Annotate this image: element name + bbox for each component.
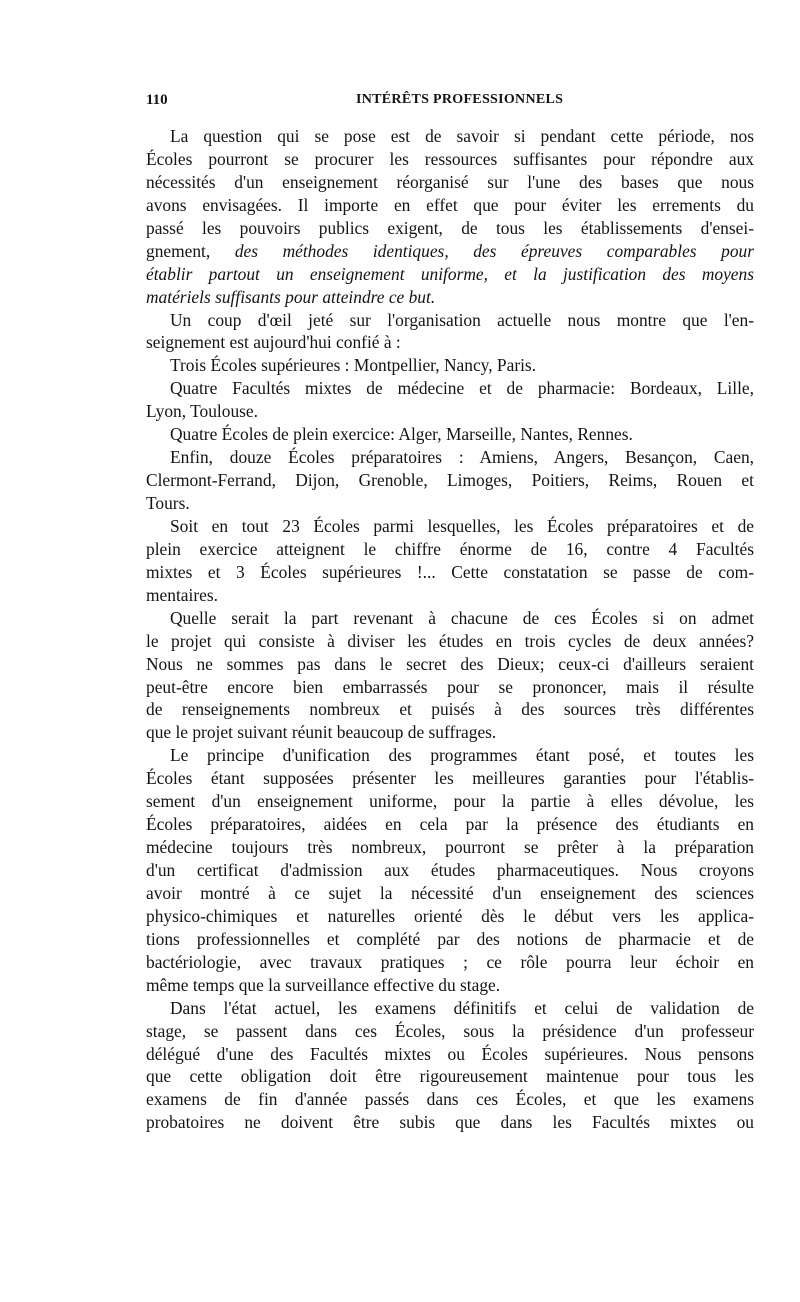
text-line: que cette obligation doit être rigoureusement maintenue pour tous les xyxy=(146,1066,754,1087)
running-title: INTÉRÊTS PROFESSIONNELS xyxy=(356,92,564,107)
text-line: matériels suffisants pour atteindre ce but. xyxy=(146,286,436,307)
text-line: d'un certificat d'admission aux études pharmaceutiques. Nous croyons xyxy=(146,860,754,880)
text-line: mixtes et 3 Écoles supérieures !... Cette constatation se passe de com- xyxy=(146,561,754,582)
text-line: gnement, des méthodes identiques, des épreuves comparables pour xyxy=(146,240,754,261)
text-line: avoir montré à ce sujet la nécessité d'un enseignement des sciences xyxy=(146,882,754,903)
text-line: La question qui se pose est de savoir si pendant cette période, nos xyxy=(170,126,754,146)
text-line: tions professionnelles et complété par des notions de pharmacie et de xyxy=(146,928,754,949)
text-line: médecine toujours très nombreux, pourront se prêter à la préparation xyxy=(146,837,754,858)
text-line: Tours. xyxy=(146,493,190,513)
text-line: probatoires ne doivent être subis que dans les Facultés mixtes ou xyxy=(146,1112,754,1133)
text-line: Écoles étant supposées présenter les meilleures garanties pour l'établis- xyxy=(146,768,754,789)
body-text xyxy=(146,125,754,1134)
text-line: établir partout un enseignement uniforme, et la justification des moyens xyxy=(146,263,754,284)
text-line: Trois Écoles supérieures : Montpellier, Nancy, Paris. xyxy=(170,355,537,376)
text-line: examens de fin d'année passés dans ces Écoles, et que les examens xyxy=(146,1089,754,1110)
text-line: passé les pouvoirs publics exigent, de tous les établissements d'ensei- xyxy=(146,217,754,238)
text-line: Écoles pourront se procurer les ressources suffisantes pour répondre aux xyxy=(146,148,754,169)
text-line: seignement est aujourd'hui confié à : xyxy=(146,332,401,353)
text-line: nécessités d'un enseignement réorganisé sur l'une des bases que nous xyxy=(146,171,754,192)
text-line: délégué d'une des Facultés mixtes ou Écoles supérieures. Nous pensons xyxy=(146,1043,754,1064)
text-line: Lyon, Toulouse. xyxy=(146,401,258,422)
text-line: Soit en tout 23 Écoles parmi lesquelles, les Écoles préparatoires et de xyxy=(170,515,754,536)
page-header xyxy=(146,92,754,114)
text-line: Quatre Écoles de plein exercice: Alger, Marseille, Nantes, Rennes. xyxy=(170,424,633,445)
text-line: Nous ne sommes pas dans le secret des Dieux; ceux-ci d'ailleurs seraient xyxy=(146,653,754,674)
text-line: Dans l'état actuel, les examens définitifs et celui de validation de xyxy=(170,997,754,1018)
text-line: sement d'un enseignement uniforme, pour la partie à elles dévolue, les xyxy=(146,791,754,812)
text-line: avons envisagées. Il importe en effet que pour éviter les errements du xyxy=(146,194,754,215)
text-line: même temps que la surveillance effective du stage. xyxy=(146,974,501,995)
text-line: Clermont-Ferrand, Dijon, Grenoble, Limoges, Poitiers, Reims, Rouen et xyxy=(146,470,754,491)
text-line: Le principe d'unification des programmes étant posé, et toutes les xyxy=(170,745,754,766)
text-line: de renseignements nombreux et puisés à des sources très différentes xyxy=(146,699,754,720)
text-line: Quatre Facultés mixtes de médecine et de pharmacie: Bordeaux, Lille, xyxy=(170,378,754,399)
text-line: plein exercice atteignent le chiffre énorme de 16, contre 4 Facultés xyxy=(146,538,754,559)
text-line: stage, se passent dans ces Écoles, sous la présidence d'un professeur xyxy=(146,1020,754,1041)
text-line: Écoles préparatoires, aidées en cela par la présence des étudiants en xyxy=(146,814,754,835)
text-line: bactériologie, avec travaux pratiques ; ce rôle pourra leur échoir en xyxy=(146,951,754,972)
text-line: peut-être encore bien embarrassés pour se prononcer, mais il résulte xyxy=(146,676,754,697)
page-number: 110 xyxy=(146,92,168,108)
text-line: mentaires. xyxy=(146,584,218,605)
text-line: que le projet suivant réunit beaucoup de suffrages. xyxy=(146,722,497,743)
text-line: Enfin, douze Écoles préparatoires : Amiens, Angers, Besançon, Caen, xyxy=(170,447,754,468)
text-line: Quelle serait la part revenant à chacune de ces Écoles si on admet xyxy=(170,607,754,628)
text-line: le projet qui consiste à diviser les études en trois cycles de deux années? xyxy=(146,630,754,651)
text-line: Un coup d'œil jeté sur l'organisation actuelle nous montre que l'en- xyxy=(170,309,754,330)
text-line: physico-chimiques et naturelles orienté dès le début vers les applica- xyxy=(146,905,754,926)
